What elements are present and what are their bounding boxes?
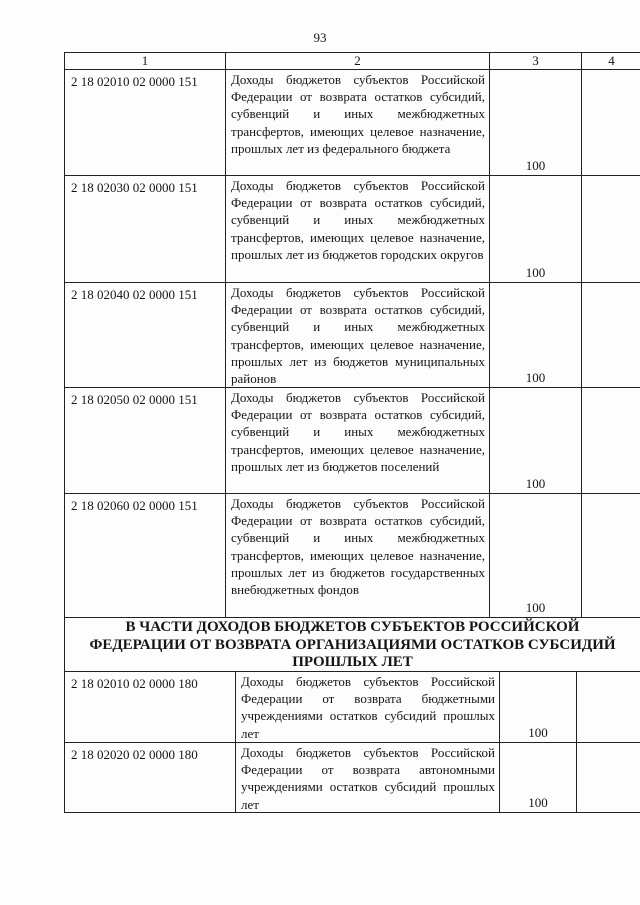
column-4-cell xyxy=(582,388,640,493)
column-header-1: 1 xyxy=(65,53,226,69)
income-description: Доходы бюджетов субъектов Российской Федерации от возврата остатков субсидий, субвенций и иных межбюджетных трансфертов, имеющих целевое назначение, прошлых лет из бюджетов городских округов xyxy=(226,176,490,282)
amount-value: 100 xyxy=(525,476,546,491)
page-number: 93 xyxy=(313,30,327,45)
income-description: Доходы бюджетов субъектов Российской Федерации от возврата остатков субсидий, субвенций и иных межбюджетных трансфертов, имеющих целевое назначение, прошлых лет из бюджетов поселений xyxy=(226,388,490,493)
column-header-3: 3 xyxy=(490,53,582,69)
income-description: Доходы бюджетов субъектов Российской Федерации от возврата автономными учреждениями остатков субсидий прошлых лет xyxy=(236,743,500,812)
column-4-cell xyxy=(582,283,640,387)
income-description: Доходы бюджетов субъектов Российской Федерации от возврата остатков субсидий, субвенций и иных межбюджетных трансфертов, имеющих целевое назначение, прошлых лет из бюджетов муниципальных районов xyxy=(226,283,490,387)
column-4-cell xyxy=(582,494,640,617)
budget-code: 2 18 02030 02 0000 151 xyxy=(65,176,226,282)
income-description: Доходы бюджетов субъектов Российской Федерации от возврата бюджетными учреждениями остатков субсидий прошлых лет xyxy=(236,672,500,742)
amount-cell xyxy=(490,70,582,175)
amount-value: 100 xyxy=(525,370,546,385)
section-heading-row xyxy=(64,618,640,672)
budget-code: 2 18 02040 02 0000 151 xyxy=(65,283,226,387)
column-4-cell xyxy=(582,70,640,175)
column-4-cell xyxy=(577,743,640,812)
table-row xyxy=(64,743,640,813)
column-header-4: 4 xyxy=(608,53,615,68)
amount-value: 100 xyxy=(525,600,546,615)
budget-table xyxy=(64,52,640,813)
table-header-row xyxy=(64,52,640,70)
amount-value: 100 xyxy=(525,158,546,173)
budget-code: 2 18 02060 02 0000 151 xyxy=(65,494,226,617)
income-description: Доходы бюджетов субъектов Российской Федерации от возврата остатков субсидий, субвенций и иных межбюджетных трансфертов, имеющих целевое назначение, прошлых лет из бюджетов государственных внебюджетных фондов xyxy=(226,494,490,617)
amount-value: 100 xyxy=(525,265,546,280)
budget-code: 2 18 02010 02 0000 151 xyxy=(65,70,226,175)
income-description: Доходы бюджетов субъектов Российской Федерации от возврата остатков субсидий, субвенций и иных межбюджетных трансфертов, имеющих целевое назначение, прошлых лет из федерального бюджета xyxy=(226,70,490,175)
table-row xyxy=(64,672,640,743)
budget-code: 2 18 02050 02 0000 151 xyxy=(65,388,226,493)
amount-cell xyxy=(500,743,577,812)
column-4-cell xyxy=(582,176,640,282)
amount-cell xyxy=(490,176,582,282)
table-row xyxy=(64,283,640,388)
budget-code: 2 18 02020 02 0000 180 xyxy=(65,743,236,812)
table-row xyxy=(64,70,640,176)
table-row xyxy=(64,388,640,494)
amount-value: 100 xyxy=(528,795,548,810)
table-row xyxy=(64,176,640,283)
amount-value: 100 xyxy=(528,725,548,740)
column-4-cell xyxy=(577,672,640,742)
amount-cell xyxy=(490,388,582,493)
amount-cell xyxy=(500,672,577,742)
amount-cell xyxy=(490,494,582,617)
section-heading: В ЧАСТИ ДОХОДОВ БЮДЖЕТОВ СУБЪЕКТОВ РОССИЙСКОЙ ФЕДЕРАЦИИ ОТ ВОЗВРАТА ОРГАНИЗАЦИЯМИ ОСТАТКОВ СУБСИДИЙ ПРОШЛЫХ ЛЕТ xyxy=(89,619,616,670)
amount-cell xyxy=(490,283,582,387)
column-header-2: 2 xyxy=(226,53,490,69)
budget-code: 2 18 02010 02 0000 180 xyxy=(65,672,236,742)
table-row xyxy=(64,494,640,618)
